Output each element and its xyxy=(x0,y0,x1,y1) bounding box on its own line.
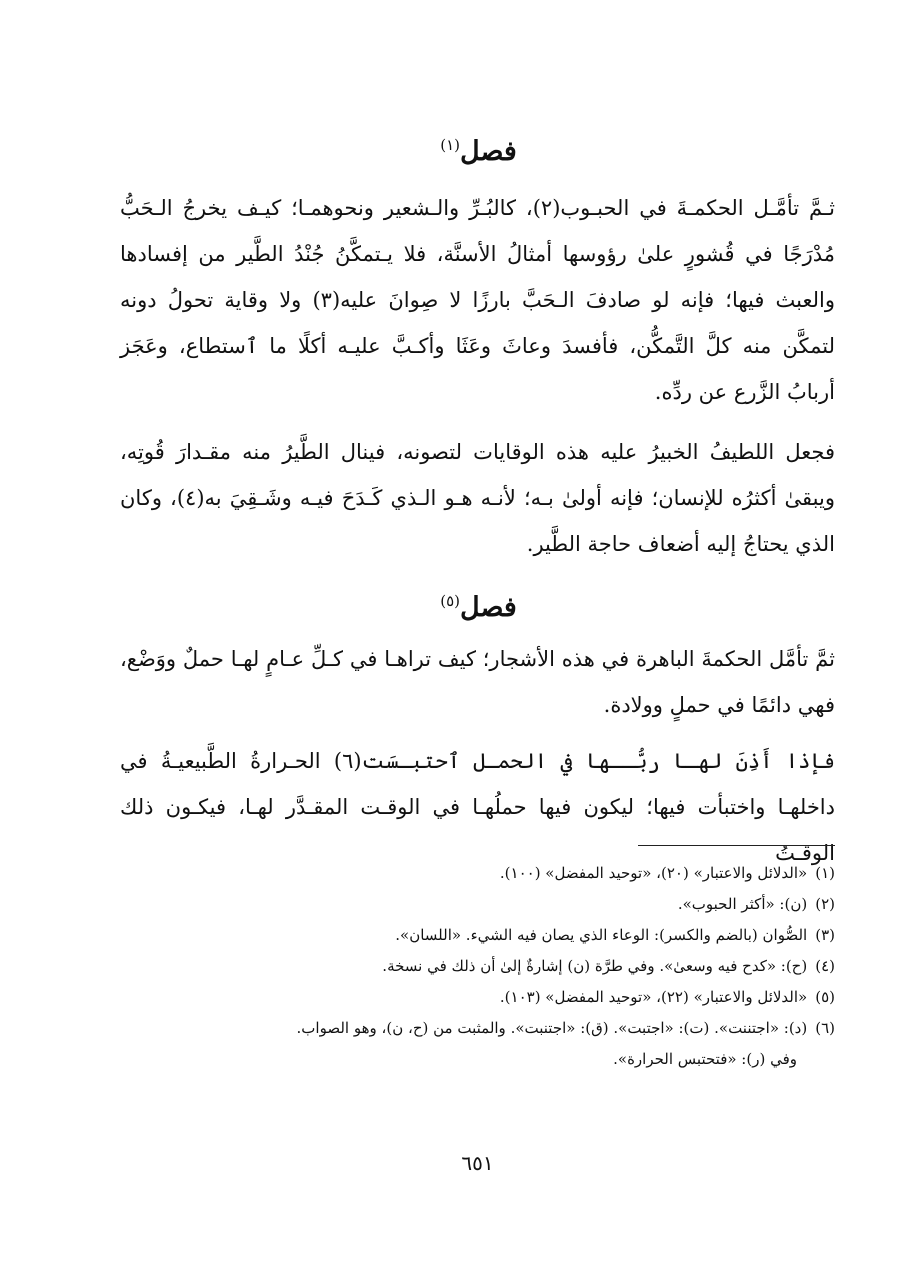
footnote-2 xyxy=(120,889,835,920)
section-heading-2 xyxy=(120,584,835,625)
paragraph-3: ثمَّ تأمَّل الحكمةَ الباهرة في هذه الأشجار؛ كيف تراهـا في كـلِّ عـامٍ لهـا حملٌ ووَضْع، فهي دائمًا في حملٍ وولادة. xyxy=(120,647,835,717)
section-heading-1-footnote-ref: (١) xyxy=(440,136,460,154)
footnote-number: (٥) xyxy=(815,988,835,1006)
footnote-number: (٤) xyxy=(815,957,835,975)
footnote-text: «الدلائل والاعتبار» (٢٢)، «توحيد المفضل» (١٠٣). xyxy=(499,988,808,1006)
footnote-separator xyxy=(638,845,835,846)
footnote-number: (٣) xyxy=(815,926,835,944)
section-heading-1 xyxy=(120,128,835,169)
footnote-4 xyxy=(120,951,835,982)
page-number: ٦٥١ xyxy=(461,1151,494,1175)
paragraph-2: فجعل اللطيفُ الخبيرُ عليه هذه الوقايات لتصونه، فينال الطَّيرُ منه مقـدارَ قُوتِه، ويبقىٰ أكثرُه للإنسان؛ فإنه أولىٰ بـه؛ لأنـه هـو الـذي كَـدَحَ فيـه وشَـقِيَ به(٤)، وكان الذي يحتاجُ إليه أضعاف حاجة الطَّير. xyxy=(120,440,835,556)
footnote-text: (د): «اجتننت». (ت): «اجتبت». (ق): «اجتنبت». والمثبت من (ح، ن)، وهو الصواب. xyxy=(296,1019,808,1037)
footnote-number: (٦) xyxy=(815,1019,835,1037)
paragraph-1: ثـمَّ تأمَّـل الحكمـةَ في الحبـوب(٢)، كالبُـرِّ والـشعير ونحوهمـا؛ كيـف يخرجُ الـحَبُّ مُدْرَجًا في قُشورٍ علىٰ رؤوسها أمثالُ الأسنَّة، فلا يـتمكَّنُ جُنْدُ الطَّير من إفسادها والعبث فيها؛ فإنه لو صادفَ الـحَبَّ بارزًا لا صِوانَ عليه(٣) ولا وقاية تحولُ دونه لتمكَّن منه كلَّ التَّمكُّن، فأفسدَ وعاثَ وعَثَا وأكـبَّ عليـه أكلًا ما ٱستطاع، وعَجَز أربابُ الزَّرع عن ردِّه. xyxy=(120,196,836,404)
footnote-text: (ح): «كدح فيه وسعىٰ». وفي طرَّة (ن) إشارةٌ إلىٰ أن ذلك في نسخة. xyxy=(382,957,808,975)
section-heading-1-text: فصل xyxy=(460,136,517,167)
footnote-6 xyxy=(120,1013,835,1044)
book-page xyxy=(120,0,835,1271)
footnote-3 xyxy=(120,920,835,951)
footnote-number: (١) xyxy=(815,864,835,882)
footnote-text: (ن): «أكثر الحبوب». xyxy=(677,895,808,913)
footnote-5 xyxy=(120,982,835,1013)
footnote-6-continuation: وفي (ر): «فتحتبس الحرارة». xyxy=(613,1050,797,1068)
footnotes xyxy=(120,858,835,1075)
footnote-1 xyxy=(120,858,835,889)
paragraph-4: فإذا أَذِنَ لهـا ربُّــها في الحمـل ٱحتبـسَت(٦) الحـرارةُ الطَّبيعيـةُ في داخلهـا واختبأت فيها؛ ليكون فيها حملُهـا في الوقـت المقـدَّر لهـا، فيكـون ذلك الوقـتُ xyxy=(120,749,835,865)
footnote-text: «الدلائل والاعتبار» (٢٠)، «توحيد المفضل» (١٠٠). xyxy=(499,864,808,882)
footnote-number: (٢) xyxy=(815,895,835,913)
section-heading-2-text: فصل xyxy=(460,592,517,623)
section-heading-2-footnote-ref: (٥) xyxy=(440,592,460,610)
footnote-text: الصُّوان (بالضم والكسر): الوعاء الذي يصان فيه الشيء. «اللسان». xyxy=(395,926,808,944)
